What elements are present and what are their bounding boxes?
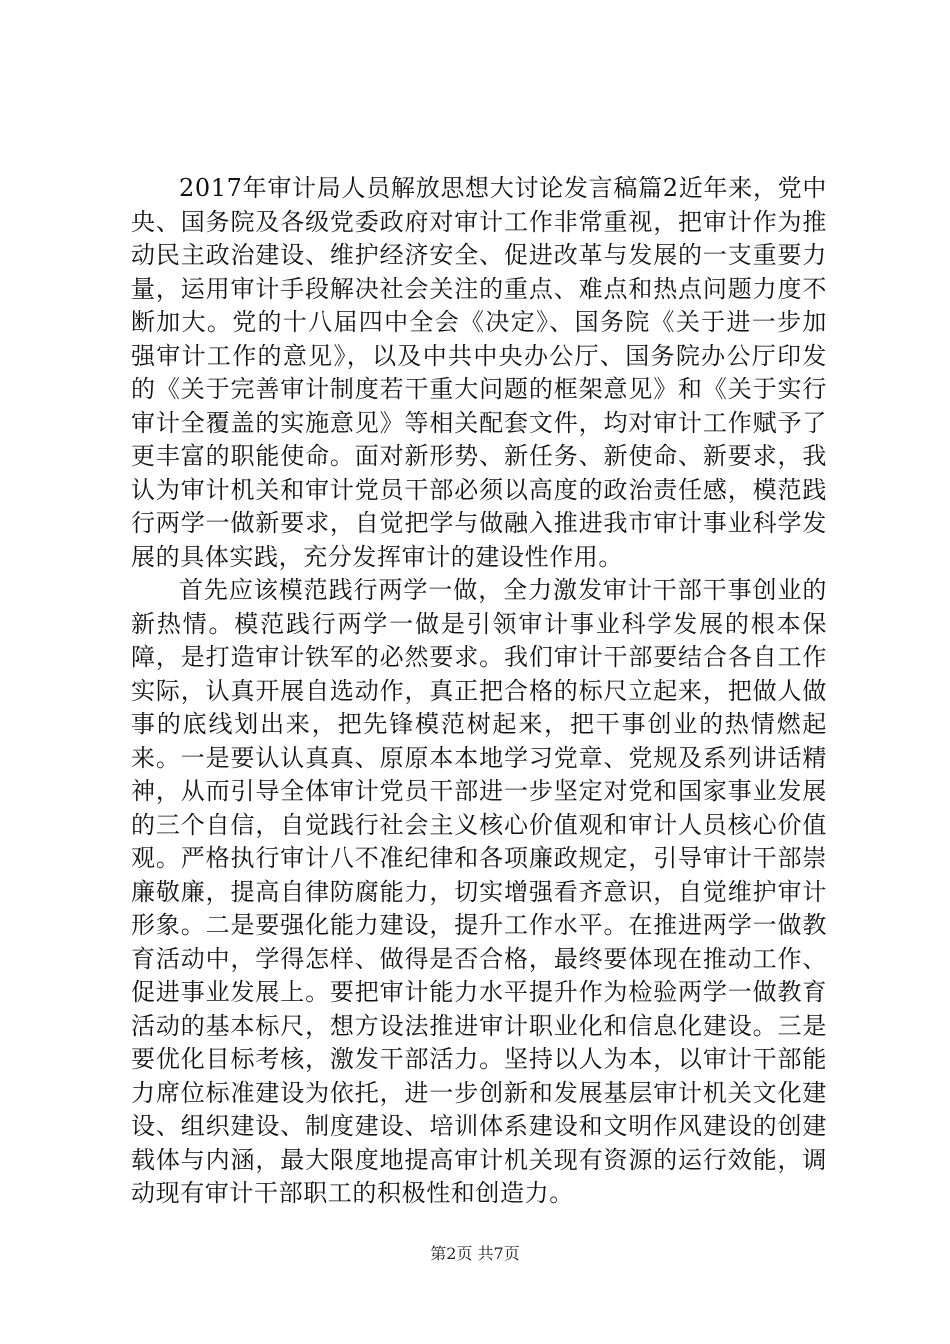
paragraph-2: 首先应该模范践行两学一做，全力激发审计干部干事创业的新热情。模范践行两学一做是引领审计事业科学发展的根本保障，是打造审计铁军的必然要求。我们审计干部要结合各自工作实际，认真开展自选动作，真正把合格的标尺立起来，把做人做事的底线划出来，把先锋模范树起来，把干事创业的热情燃起来。一是要认认真真、原原本本地学习党章、党规及系列讲话精神，从而引导全体审计党员干部进一步坚定对党和国家事业发展的三个自信，自觉践行社会主义核心价值观和审计人员核心价值观。严格执行审计八不准纪律和各项廉政规定，引导审计干部崇廉敬廉，提高自律防腐能力，切实增强看齐意识，自觉维护审计形象。二是要强化能力建设，提升工作水平。在推进两学一做教育活动中，学得怎样、做得是否合格，最终要体现在推动工作、促进事业发展上。要把审计能力水平提升作为检验两学一做教育活动的基本标尺，想方设法推进审计职业化和信息化建设。三是要优化目标考核，激发干部活力。坚持以人为本，以审计干部能力席位标准建设为依托，进一步创新和发展基层审计机关文化建设、组织建设、制度建设、培训体系建设和文明作风建设的创建载体与内涵，最大限度地提高审计机关现有资源的运行效能，调动现有审计干部职工的积极性和创造力。 — [131, 576, 827, 1207]
paragraph-1: 2017年审计局人员解放思想大讨论发言稿篇2近年来，党中央、国务院及各级党委政府对审计工作非常重视，把审计作为推动民主政治建设、维护经济安全、促进改革与发展的一支重要力量，运用审计手段解决社会关注的重点、难点和热点问题力度不断加大。党的十八届四中全会《决定》、国务院《关于进一步加强审计工作的意见》，以及中共中央办公厅、国务院办公厅印发的《关于完善审计制度若干重大问题的框架意见》和《关于实行审计全覆盖的实施意见》等相关配套文件，均对审计工作赋予了更丰富的职能使命。面对新形势、新任务、新使命、新要求，我认为审计机关和审计党员干部必须以高度的政治责任感，模范践行两学一做新要求，自觉把学与做融入推进我市审计事业科学发展的具体实践，充分发挥审计的建设性作用。 — [131, 174, 827, 571]
document-body — [131, 172, 827, 1211]
page-number: 第2页 共7页 — [430, 1244, 520, 1263]
